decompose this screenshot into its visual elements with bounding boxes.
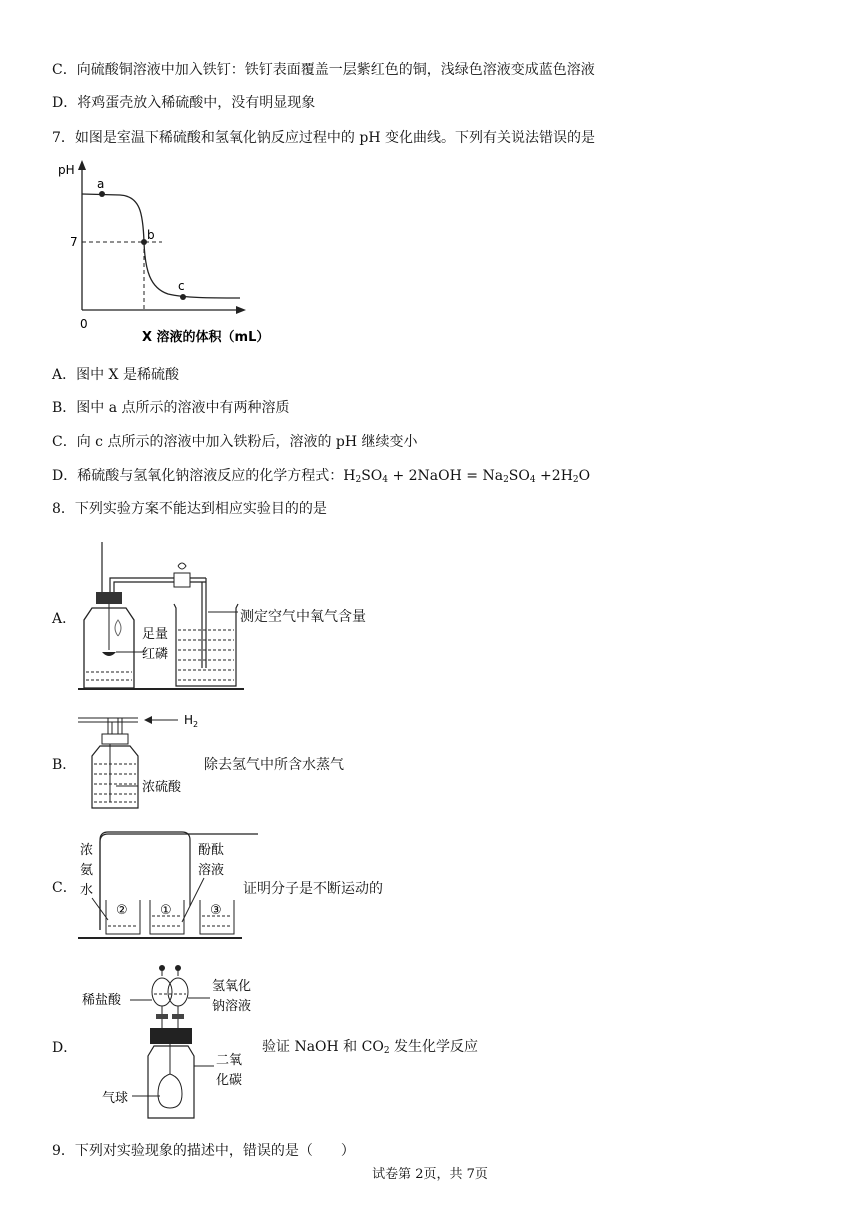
- q8-c-caption: 证明分子是不断运动的: [243, 881, 383, 897]
- label-dilute-hcl: 稀盐酸: [82, 993, 122, 1008]
- label-naoh-2: 钠溶液: [212, 999, 252, 1014]
- page-footer: 试卷第 2页，共 7页: [372, 1167, 488, 1182]
- label-co2-2: 化碳: [216, 1073, 243, 1088]
- point-a-label: a: [97, 177, 105, 191]
- label-rongye: 溶液: [198, 863, 225, 878]
- y-tick-7: 7: [70, 235, 78, 249]
- label-co2-1: 二氧: [216, 1053, 243, 1068]
- q6-option-c: C．向硫酸铜溶液中加入铁钉：铁钉表面覆盖一层紫红色的铜，浅绿色溶液变成蓝色溶液: [52, 62, 595, 78]
- gas-label: $H_2$: [184, 713, 199, 729]
- beaker-3: ③: [210, 903, 222, 918]
- apparatus-a-red-phosphorus: [78, 540, 248, 695]
- q8-a-caption: 测定空气中氧气含量: [240, 609, 366, 625]
- q8-d-caption: 验证 NaOH 和 $CO_2$ 发生化学反应: [262, 1039, 479, 1056]
- origin-label: 0: [80, 317, 88, 331]
- q8-stem: 8．下列实验方案不能达到相应实验目的的是: [52, 501, 327, 517]
- x-axis-label: X 溶液的体积（mL）: [142, 330, 270, 345]
- point-b-label: b: [147, 228, 155, 242]
- point-c-label: c: [178, 279, 185, 293]
- ph-curve-graph: [50, 158, 300, 348]
- label-honglin: 红磷: [142, 647, 169, 662]
- label-balloon: 气球: [102, 1091, 129, 1106]
- apparatus-b-wash-bottle: [78, 706, 218, 816]
- label-naoh-1: 氢氧化: [212, 979, 252, 994]
- beaker-2: ②: [116, 903, 128, 918]
- q9-stem: 9．下列对实验现象的描述中，错误的是（ ）: [52, 1143, 355, 1159]
- apparatus-d-naoh-co2: [80, 962, 270, 1122]
- q8-b-caption: 除去氢气中所含水蒸气: [204, 757, 344, 773]
- label-conc-sulfuric: 浓硫酸: [142, 780, 182, 795]
- q6-option-d: D．将鸡蛋壳放入稀硫酸中，没有明显现象: [52, 95, 316, 111]
- label-an: 氨: [80, 863, 94, 878]
- q7-option-c: C．向 c 点所示的溶液中加入铁粉后，溶液的 pH 继续变小: [52, 434, 418, 450]
- label-nong: 浓: [80, 843, 94, 858]
- q7-option-d: D．稀硫酸与氢氧化钠溶液反应的化学方程式：$H_2SO_4$ + 2NaOH = $Na_2SO_4 +2H_2O$: [52, 468, 591, 485]
- q7-stem: 7．如图是室温下稀硫酸和氢氧化钠反应过程中的 pH 变化曲线。下列有关说法错误的是: [52, 130, 595, 146]
- q7-option-b: B．图中 a 点所示的溶液中有两种溶质: [52, 400, 290, 416]
- q7-option-a: A．图中 X 是稀硫酸: [52, 367, 179, 383]
- apparatus-c-molecule-motion: [78, 830, 248, 942]
- q8-option-a-letter: A．: [52, 611, 77, 627]
- q8-option-b-letter: B．: [52, 757, 77, 773]
- beaker-1: ①: [160, 903, 172, 918]
- q8-option-d-letter: D．: [52, 1040, 78, 1056]
- label-shui: 水: [80, 883, 94, 898]
- label-zuliang: 足量: [142, 627, 169, 642]
- q8-option-c-letter: C．: [52, 880, 77, 896]
- y-axis-label: pH: [58, 163, 75, 177]
- label-fenti: 酚酞: [198, 843, 225, 858]
